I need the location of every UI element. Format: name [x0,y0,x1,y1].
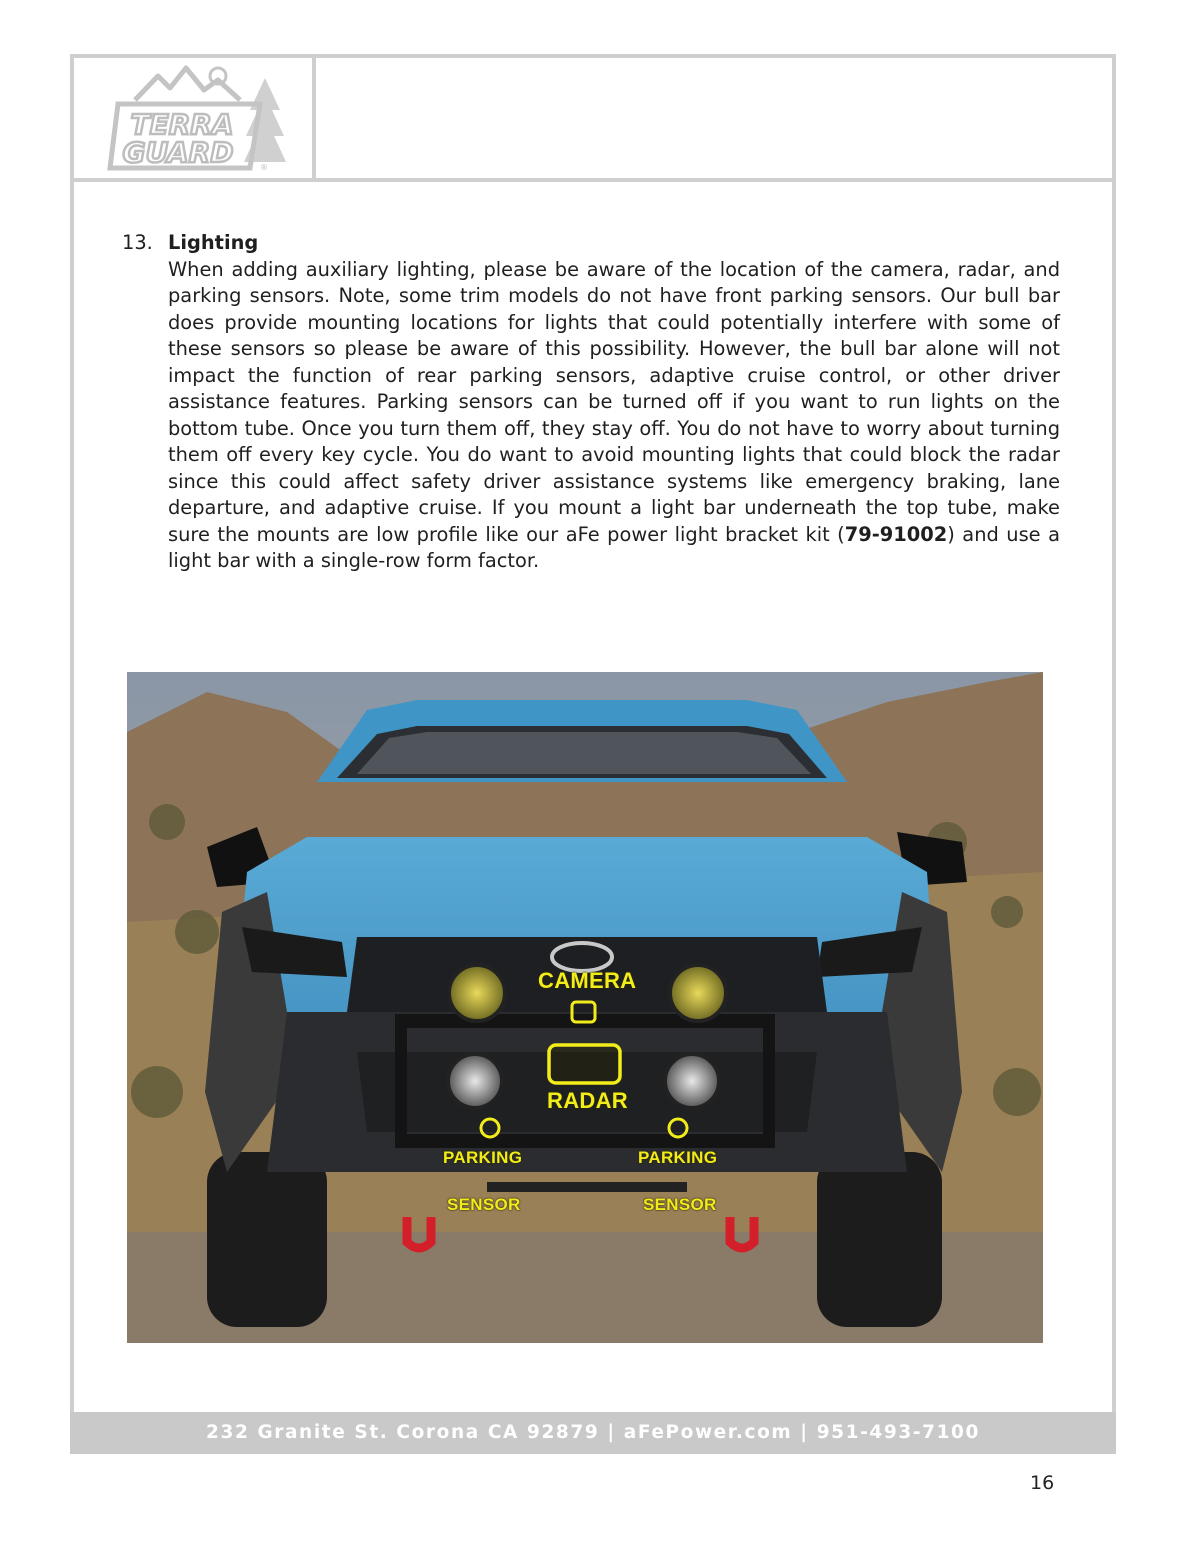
parking-label-left: PARKING [443,1148,523,1167]
terra-guard-logo [100,62,290,177]
truck-sensor-photo [127,672,1043,1343]
section-body [168,257,1060,575]
header-divider [312,54,316,182]
footer-contact: 232 Granite St. Corona CA 92879 | aFePower.com | 951-493-7100 [206,1422,980,1443]
part-number: 79-91002 [844,522,948,546]
camera-label: CAMERA [538,968,637,993]
section-number: 13. [122,231,153,254]
sensor-label-right: SENSOR [643,1195,717,1214]
logo-text-terra: TERRA [130,108,234,141]
section-title: Lighting [168,231,259,254]
body-text-start: When adding auxiliary lighting, please be aware of the location of the camera, radar, and parking sensors. Note, some trim models do not have front parking sensors. Our bull bar does provide mounting locations for lights that could potentially interfere with some of these sensors so please be aware of this possibility. However, the bull bar alone will not impact the function of rear parking sensors, adaptive cruise control, or other driver assistance features. Parking sensors can be turned off if you want to run lights on the bottom tube. Once you turn them off, they stay off. You do not have to worry about turning them off every key cycle. You do want to avoid mounting lights that could block the radar since this could affect safety driver assistance systems like emergency braking, lane departure, and adaptive cruise. If you mount a light bar underneath the top tube, make sure the mounts are low profile like our aFe power light bracket kit ( [168,257,1060,546]
radar-label: RADAR [547,1088,628,1113]
logo-text-guard: GUARD [122,136,234,169]
body-text-end: ) and use a light bar with a single-row form factor. [168,522,1060,572]
logo-registered-mark: ® [260,163,268,172]
sensor-label-left: SENSOR [447,1195,521,1214]
parking-label-right: PARKING [638,1148,718,1167]
page-number: 16 [1030,1472,1055,1494]
